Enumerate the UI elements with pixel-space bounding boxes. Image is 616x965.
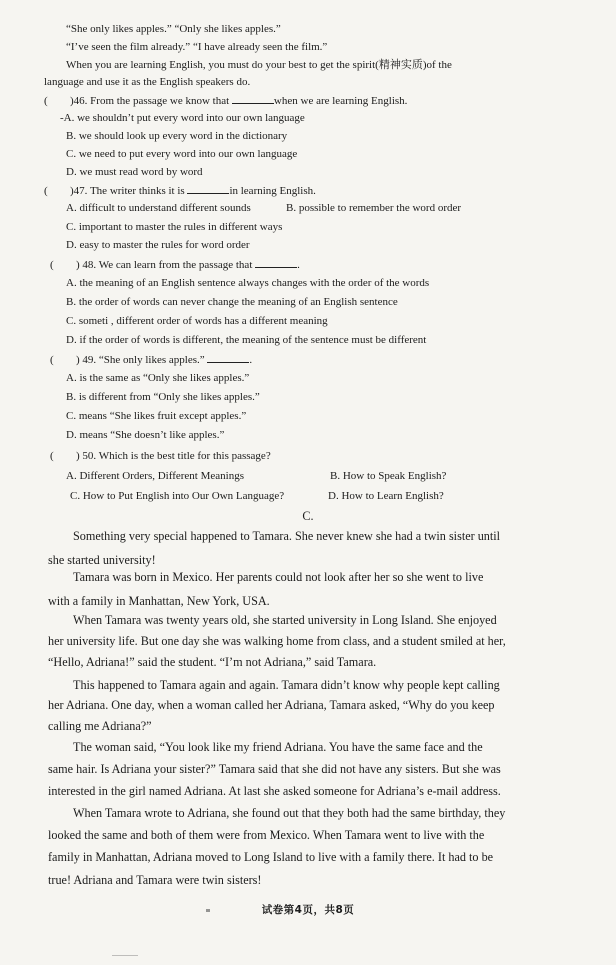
answer-blank [187,183,229,194]
passage-line: This happened to Tamara again and again. Tamara didn’t know why people kept calling [73,678,500,692]
passage-line: same hair. Is Adriana your sister?” Tamara said that she did not have any sisters. But she was [48,762,501,776]
answer-blank [232,93,274,104]
example-line-2: “I’ve seen the film already.” “I have already seen the film.” [66,41,328,53]
page-footer: 试卷第4页，共8页 [261,904,355,916]
question-50-stem: ( ) 50. Which is the best title for this passage? [50,450,271,462]
answer-bracket[interactable]: ( [50,354,54,366]
question-46-option-a: -A. we shouldn’t put every word into our own language [60,112,305,124]
question-50-option-b: B. How to Speak English? [330,470,447,482]
question-48-option-a: A. the meaning of an English sentence always changes with the order of the words [66,277,430,289]
question-48-option-b: B. the order of words can never change the meaning of an English sentence [66,296,398,308]
passage-line: she started university! [48,553,156,567]
passage-line: her university life. But one day she was walking home from class, and a student smiled at her, [48,634,506,648]
scan-mark [206,909,210,912]
passage-line: looked the same and both of them were from Mexico. When Tamara went to live with the [48,828,485,842]
question-46-option-d: D. we must read word by word [66,166,203,178]
question-47-option-c: C. important to master the rules in different ways [66,221,283,233]
question-48-stem: ( ) 48. We can learn from the passage that . [50,259,300,271]
question-49-stem: ( ) 49. “She only likes apples.” . [50,354,253,366]
question-48-option-d: D. if the order of words is different, the meaning of the sentence must be different [66,334,427,346]
paragraph-line: When you are learning English, you must do your best to get the spirit(精神实质)of the [66,59,452,71]
section-label: C. [302,509,314,523]
answer-bracket[interactable]: ( [50,450,54,462]
answer-bracket[interactable]: ( [50,259,54,271]
passage-line: When Tamara wrote to Adriana, she found out that they both had the same birthday, they [73,806,506,820]
passage-line: her Adriana. One day, when a woman called her Adriana, Tamara asked, “Why do you keep [48,698,495,712]
passage-line: When Tamara was twenty years old, she started university in Long Island. She enjoyed [73,613,497,627]
question-50-option-d: D. How to Learn English? [328,490,444,502]
example-line-1: “She only likes apples.” “Only she likes apples.” [66,23,281,35]
question-50-option-c: C. How to Put English into Our Own Language? [70,490,285,502]
passage-line: true! Adriana and Tamara were twin sisters! [48,873,262,887]
passage-line: family in Manhattan, Adriana moved to Long Island to live with a family there. It had to be [48,850,494,864]
answer-bracket[interactable]: ( [44,185,48,197]
question-47-option-b: B. possible to remember the word order [286,202,462,214]
question-47-option-d: D. easy to master the rules for word order [66,239,250,251]
answer-blank [255,257,297,268]
question-46-option-c: C. we need to put every word into our own language [66,148,298,160]
answer-bracket[interactable]: ( [44,95,48,107]
question-49-option-b: B. is different from “Only she likes apples.” [66,391,260,403]
question-47-stem: ( )47. The writer thinks it is in learning English. [44,185,316,197]
passage-line: with a family in Manhattan, New York, USA. [48,594,270,608]
question-46-stem: ( )46. From the passage we know that when we are learning English. [44,95,408,107]
question-47-option-a: A. difficult to understand different sounds [66,202,251,214]
question-46-option-b: B. we should look up every word in the dictionary [66,130,288,142]
passage-line: calling me Adriana?” [48,719,152,733]
passage-line: “Hello, Adriana!” said the student. “I’m not Adriana,” said Tamara. [48,655,377,669]
question-49-option-d: D. means “She doesn’t like apples.” [66,429,225,441]
passage-line: Something very special happened to Tamara. She never knew she had a twin sister until [73,529,501,543]
passage-line: interested in the girl named Adriana. At last she asked someone for Adriana’s e-mail address. [48,784,501,798]
question-50-option-a: A. Different Orders, Different Meanings [66,470,244,482]
question-49-option-c: C. means “She likes fruit except apples.” [66,410,247,422]
passage-line: The woman said, “You look like my friend Adriana. You have the same face and the [73,740,483,754]
passage-line: Tamara was born in Mexico. Her parents could not look after her so she went to live [73,570,484,584]
answer-blank [207,352,249,363]
question-48-option-c: C. someti , different order of words has a different meaning [66,315,328,327]
question-49-option-a: A. is the same as “Only she likes apples.” [66,372,250,384]
scan-mark [112,955,138,956]
paragraph-line: language and use it as the English speakers do. [44,76,251,88]
